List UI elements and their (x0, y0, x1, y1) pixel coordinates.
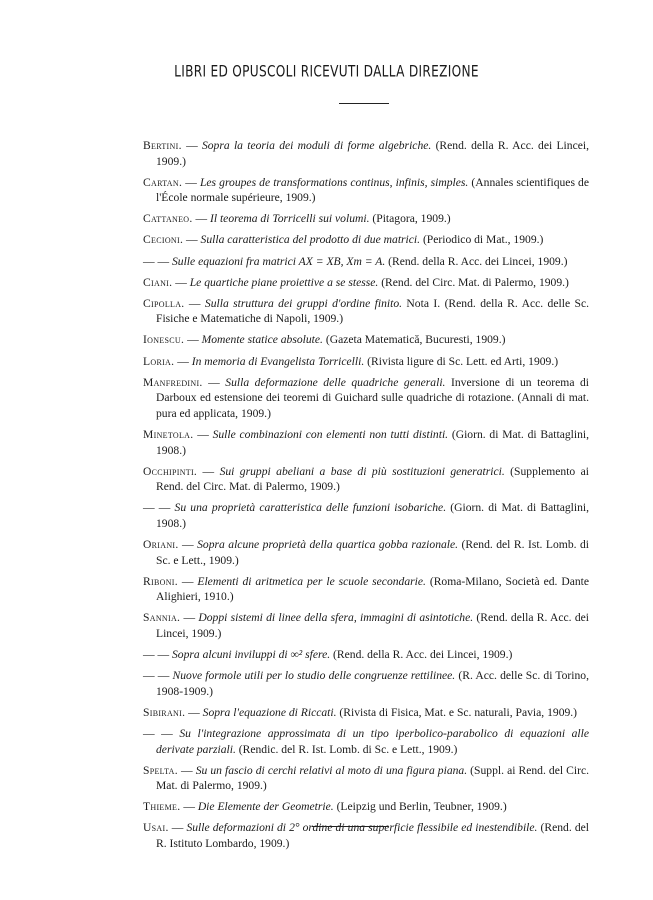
entry-source: (Rend. del R. Istituto Lombardo, 1909.) (156, 821, 590, 850)
page-title: LIBRI ED OPUSCOLI RICEVUTI DALLA DIREZIONE (174, 62, 479, 82)
entry-separator: — (184, 333, 202, 347)
bibliography-entry (143, 211, 589, 227)
entry-title: Sopra alcune proprietà della quartica gobba razionale. (197, 537, 459, 551)
bibliography-entry (143, 275, 589, 291)
entry-title: Sopra alcuni inviluppi di ∞² sfere. (171, 648, 331, 662)
entry-separator: — (177, 574, 198, 588)
entry-source: (Giorn. di Mat. di Battaglini, 1908.) (156, 501, 589, 530)
entry-separator: — (185, 705, 203, 719)
entry-author: Cartan. (143, 175, 183, 189)
entry-title: Sulle equazioni fra matrici AX = XB, Xm = A. (171, 254, 386, 268)
entry-separator: — (183, 233, 201, 247)
entry-source: (Rend. del Circ. Mat. di Palermo, 1909.) (378, 275, 569, 289)
bibliography-entry (143, 296, 589, 327)
entry-title: Nuove formole utili per lo studio delle congruenze rettilinee. (172, 669, 456, 683)
entry-source: (R. Acc. delle Sc. di Torino, 1908-1909.) (156, 669, 590, 698)
entry-separator: — (178, 537, 198, 551)
bibliography-entry (143, 332, 589, 348)
entry-author: Sannia. (143, 611, 181, 625)
bibliography-entry (143, 537, 589, 568)
bibliography-entry (143, 799, 589, 815)
entry-author: Cecioni. (143, 233, 184, 247)
bibliography-entry (143, 610, 589, 641)
entry-author: Oriani. (143, 537, 179, 551)
bibliography-entry (143, 138, 589, 169)
entry-separator: — (172, 275, 190, 289)
entry-separator: — (181, 139, 202, 152)
entry-separator: — (192, 212, 210, 226)
entry-separator: — — (143, 254, 172, 268)
entry-author: Manfredini. (143, 375, 203, 389)
bibliography-entry (143, 647, 589, 663)
entry-source: (Roma-Milano, Società ed. Dante Alighieri, 1910.) (156, 574, 590, 604)
entry-source: (Supplemento ai Rend. del Circ. Mat. di Palermo, 1909.) (156, 464, 590, 494)
entry-source: (Rivista ligure di Sc. Lett. ed Arti, 1909.) (364, 354, 559, 368)
entry-separator: — — (143, 501, 175, 515)
entry-source: (Rend. della R. Acc. dei Lincei, 1909.) (330, 648, 513, 662)
entry-title: Sulla deformazione delle quadriche generali. (225, 375, 446, 389)
entry-author: Bertini. (143, 139, 182, 152)
closing-rule (312, 826, 388, 827)
entry-title: Sopra l'equazione di Riccati. (202, 705, 337, 719)
entry-title: In memoria di Evangelista Torricelli. (191, 354, 365, 368)
entry-source: (Rivista di Fisica, Mat. e Sc. naturali, Pavia, 1909.) (336, 705, 578, 719)
entry-author: Spelta. (143, 763, 178, 777)
bibliography-entry (143, 232, 589, 248)
entry-title: Sulla caratteristica del prodotto di due matrici. (200, 233, 421, 247)
bibliography-entry (143, 574, 589, 605)
entry-title: Sulle deformazioni di 2° ordine di una superficie flessibile ed inestendibile. (186, 821, 538, 835)
entry-title: Elementi di aritmetica per le scuole secondarie. (197, 574, 426, 588)
entry-title: Su l'integrazione approssimata di un tipo iperbolico-parabolico di equazioni alle derivate parziali. (156, 726, 590, 756)
entry-title: Momente statice absolute. (201, 333, 323, 347)
entry-author: Thieme. (143, 800, 181, 814)
entry-source: (Pitagora, 1909.) (369, 212, 451, 226)
bibliography-entry (143, 427, 589, 458)
entry-author: Occhipinti. (143, 464, 198, 478)
entry-source: (Rend. della R. Acc. dei Lincei, 1909.) (156, 139, 589, 168)
bibliography-entry (143, 668, 589, 699)
bibliography-entry (143, 500, 589, 531)
entry-title: Les groupes de transformations continus, infinis, simples. (199, 175, 469, 189)
bibliography-entry (143, 354, 589, 370)
entry-author: Sibirani. (143, 705, 186, 719)
entry-title: Die Elemente der Geometrie. (197, 800, 334, 814)
entry-separator: — (202, 375, 226, 389)
entry-separator: — (197, 464, 220, 478)
entry-title: Su un fascio di cerchi relativi al moto di una figura piana. (195, 763, 468, 777)
entry-source: (Annales scientifiques de l'École normale supérieure, 1909.) (156, 175, 589, 205)
title-underline-rule (339, 103, 389, 104)
entry-title: Sopra la teoria dei moduli di forme algebriche. (201, 139, 432, 152)
entry-author: Ciani. (143, 275, 173, 289)
entry-title: Doppi sistemi di linee della sfera, immagini di asintotiche. (198, 611, 474, 625)
entry-title: Sui gruppi abeliani a base di più sostituzioni generatrici. (219, 464, 505, 478)
entry-author: Cipolla. (143, 296, 185, 310)
entry-separator: — (177, 763, 196, 777)
bibliography-entry (143, 254, 589, 270)
entry-author: Riboni. (143, 574, 178, 588)
entry-separator: — (168, 821, 187, 835)
bibliography-entry (143, 375, 589, 422)
entry-separator: — (180, 800, 198, 814)
entry-separator: — — (143, 669, 173, 683)
entry-author: Loria. (143, 354, 175, 368)
bibliography-entry (143, 464, 589, 495)
entry-source: (Rend. della R. Acc. dei Lincei, 1909.) (156, 611, 589, 640)
entry-source: Inversione di un teorema di Darboux ed estensione dei teoremi di Guichard sulle quadriche di rotazione. (Annali di mat. pura ed applicata, 1909.) (156, 375, 590, 420)
entry-author: Minetola. (143, 427, 194, 441)
entry-author: Cattaneo. (143, 212, 193, 226)
entry-source: (Rend. del R. Ist. Lomb. di Sc. e Lett., 1909.) (156, 537, 589, 567)
entry-title: Sulle combinazioni con elementi non tutti distinti. (212, 427, 449, 441)
bibliography-entry (143, 763, 589, 794)
entry-source: Nota I. (Rend. della R. Acc. delle Sc. Fisiche e Matematiche di Napoli, 1909.) (156, 296, 589, 326)
entry-separator: — — (143, 726, 180, 740)
entry-separator: — (184, 296, 205, 310)
bibliography-list (143, 138, 589, 857)
bibliography-entry (143, 705, 589, 721)
entry-separator: — (182, 175, 200, 189)
entry-source: (Giorn. di Mat. di Battaglini, 1908.) (156, 427, 589, 457)
entry-author: Ionescu. (143, 333, 185, 347)
entry-source: (Rend. della R. Acc. dei Lincei, 1909.) (385, 254, 568, 268)
entry-separator: — — (143, 648, 172, 662)
bibliography-entry (143, 175, 589, 206)
entry-source: (Suppl. ai Rend. del Circ. Mat. di Palermo, 1909.) (156, 763, 590, 793)
entry-separator: — (193, 427, 213, 441)
entry-source: (Rendic. del R. Ist. Lomb. di Sc. e Lett., 1909.) (235, 742, 458, 756)
entry-title: Il teorema di Torricelli sui volumi. (209, 212, 370, 226)
entry-title: Su una proprietà caratteristica delle funzioni isobariche. (174, 501, 447, 515)
entry-title: Le quartiche piane proiettive a se stesse. (189, 275, 379, 289)
entry-title: Sulla struttura dei gruppi d'ordine finito. (204, 296, 403, 310)
entry-separator: — (174, 354, 192, 368)
entry-source: (Gazeta Matematică, Bucuresti, 1909.) (322, 333, 506, 347)
bibliography-entry (143, 726, 589, 757)
entry-source: (Periodico di Mat., 1909.) (420, 233, 544, 247)
entry-source: (Leipzig und Berlin, Teubner, 1909.) (333, 800, 507, 814)
entry-author: Usai. (143, 821, 169, 835)
entry-separator: — (180, 611, 199, 625)
